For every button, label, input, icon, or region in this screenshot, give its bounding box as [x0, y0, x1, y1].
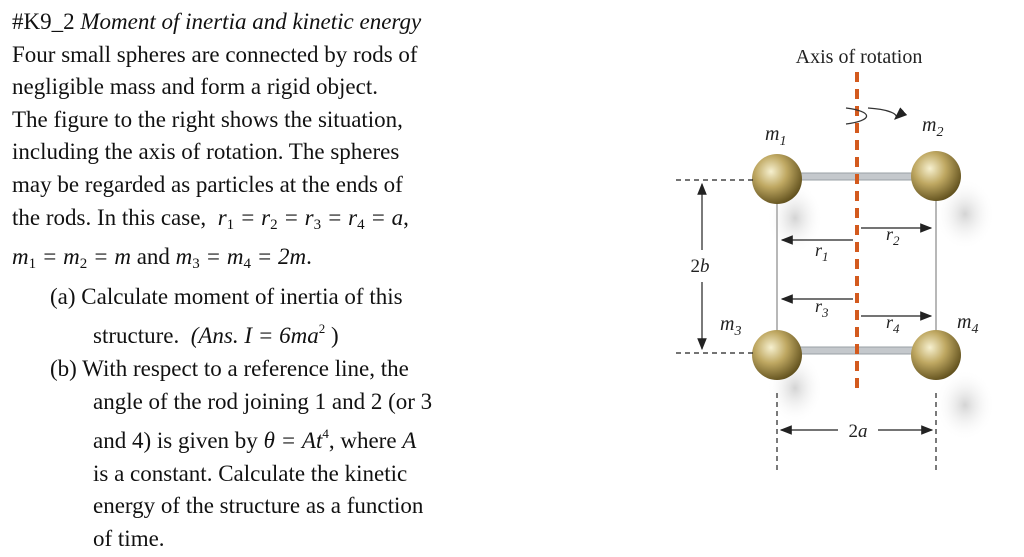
sphere-m2 — [911, 151, 961, 201]
part-b-line: angle of the rod joining 1 and 2 (or 3 — [93, 388, 433, 414]
sphere-m4 — [911, 330, 961, 380]
rotation-arrow-icon — [846, 108, 896, 124]
height-label: 2b — [690, 256, 710, 277]
width-label: 2a — [848, 421, 868, 442]
sphere-m3 — [752, 330, 802, 380]
angle-equation: θ = At$^4$ — [263, 426, 329, 454]
part-b-line: (b) With respect to a reference line, the — [50, 355, 409, 381]
part-b-line: and 4) is given by θ = At$^4$, where A — [93, 426, 417, 454]
part-a-answer-line: structure. (Ans. $I = 6ma^2$ ) — [93, 321, 339, 349]
part-a-label: (a) — [50, 283, 76, 309]
problem-code: #K9_2 — [12, 9, 75, 34]
part-b-label: (b) — [50, 355, 77, 381]
answer-equation: $I = 6ma^2$ — [244, 321, 326, 349]
answer-prefix: (Ans. — [190, 323, 239, 349]
sphere-m1 — [752, 154, 802, 204]
mass-equation-2: $m_3 = m_4 = 2m$. — [175, 244, 312, 273]
mass-label-m2: $m_2$ — [922, 114, 944, 140]
part-b-line: of time. — [93, 525, 165, 551]
problem-title: Moment of inertia and kinetic energy — [80, 9, 422, 34]
intro-line: may be regarded as particles at the ends of — [12, 171, 403, 197]
part-b-line: is a constant. Calculate the kinetic — [93, 460, 408, 486]
mass-label-m4: $m_4$ — [957, 311, 979, 337]
mass-label-m3: $m_3$ — [720, 313, 742, 339]
radius-equation: $r_1 = r_2 = r_3 = r_4 = a$, — [217, 204, 409, 233]
radius-label-r1: $r_1$ — [815, 240, 829, 264]
radius-label-r3: $r_3$ — [815, 296, 829, 320]
intro-line: negligible mass and form a rigid object. — [12, 74, 378, 100]
radius-label-r2: $r_2$ — [886, 224, 900, 248]
case-prefix: the rods. In this case, — [12, 204, 207, 230]
sphere-shadows — [767, 178, 995, 441]
intro-line: including the axis of rotation. The spheres — [12, 139, 400, 165]
intro-line: The figure to the right shows the situation, — [12, 106, 403, 132]
part-a-line: (a) Calculate moment of inertia of this — [50, 283, 403, 309]
mass-label-m1: $m_1$ — [765, 123, 787, 149]
intro-line: Four small spheres are connected by rods of — [12, 41, 418, 67]
part-b-line: energy of the structure as a function — [93, 493, 424, 519]
mass-equation-1: $m_1 = m_2 = m$ — [12, 244, 131, 273]
axis-label: Axis of rotation — [795, 46, 923, 68]
radius-label-r4: $r_4$ — [886, 312, 900, 336]
height-dimension — [676, 180, 755, 353]
and-word: and — [136, 244, 170, 270]
